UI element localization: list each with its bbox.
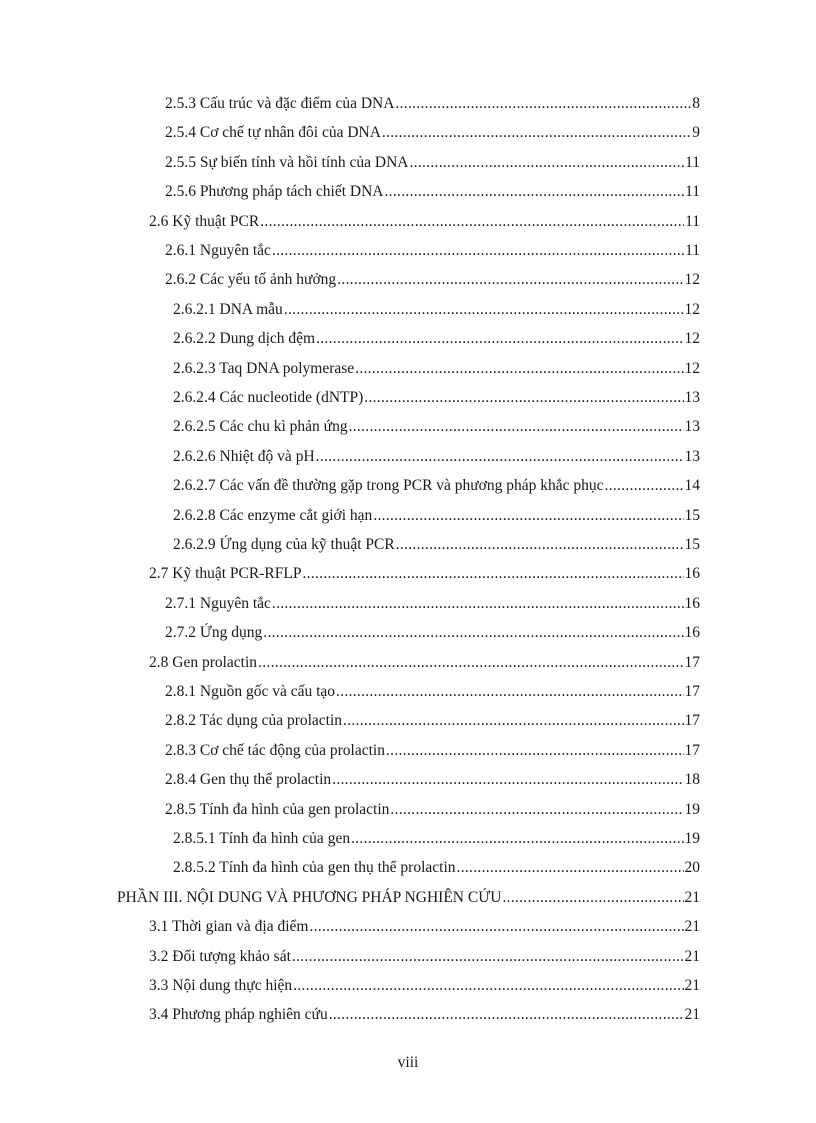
toc-entry-page: 21 bbox=[684, 888, 700, 906]
toc-entry[interactable] bbox=[149, 211, 700, 233]
toc-entry-label: 2.8.3 Cơ chế tác động của prolactin bbox=[165, 741, 385, 759]
toc-entry-page: 8 bbox=[692, 95, 700, 112]
toc-dot-leader bbox=[373, 505, 683, 527]
toc-entry-page: 13 bbox=[684, 447, 700, 465]
toc-dot-leader bbox=[302, 563, 683, 585]
toc-entry-page: 21 bbox=[684, 918, 700, 936]
toc-entry-label: 3.4 Phương pháp nghiên cứu bbox=[149, 1006, 328, 1024]
toc-dot-leader bbox=[316, 328, 683, 350]
toc-entry-label: 2.5.6 Phương pháp tách chiết DNA bbox=[165, 183, 384, 201]
toc-entry-label: 2.6.2.4 Các nucleotide (dNTP) bbox=[173, 389, 364, 406]
toc-entry[interactable] bbox=[149, 1004, 700, 1026]
toc-entry-label: 2.6.2 Các yếu tố ảnh hưởng bbox=[165, 271, 337, 289]
toc-entry-label: 2.8 Gen prolactin bbox=[149, 653, 258, 671]
toc-dot-leader bbox=[293, 975, 683, 997]
toc-entry[interactable] bbox=[173, 828, 700, 850]
toc-entry[interactable] bbox=[165, 181, 700, 203]
toc-entry-page: 21 bbox=[684, 947, 700, 965]
toc-entry-label: 2.6.1 Nguyên tắc bbox=[165, 242, 271, 259]
toc-entry[interactable] bbox=[165, 152, 700, 174]
toc-entry[interactable] bbox=[165, 769, 700, 791]
toc-entry-label: PHẦN III. NỘI DUNG VÀ PHƯƠNG PHÁP NGHIÊN CỨU bbox=[117, 888, 502, 906]
toc-dot-leader bbox=[260, 211, 684, 233]
toc-dot-leader bbox=[351, 828, 683, 850]
toc-entry[interactable] bbox=[165, 593, 700, 615]
toc-dot-leader bbox=[605, 475, 684, 497]
toc-entry[interactable] bbox=[149, 946, 700, 968]
toc-entry[interactable] bbox=[165, 681, 700, 703]
toc-entry[interactable] bbox=[165, 122, 700, 144]
toc-entry-page: 15 bbox=[684, 536, 700, 553]
toc-entry[interactable] bbox=[173, 416, 700, 438]
toc-entry-label: 2.6.2.7 Các vấn đề thường gặp trong PCR và phương pháp khắc phục bbox=[173, 477, 604, 495]
toc-entry-page: 16 bbox=[684, 594, 700, 612]
toc-entry-label: 2.6.2.8 Các enzyme cắt giới hạn bbox=[173, 506, 373, 524]
toc-entry[interactable] bbox=[149, 563, 700, 585]
toc-dot-leader bbox=[316, 446, 684, 468]
toc-entry-page: 17 bbox=[684, 712, 700, 730]
toc-entry-label: 2.5.5 Sự biến tính và hồi tính của DNA bbox=[165, 153, 409, 171]
toc-entry-label: 2.6.2.3 Taq DNA polymerase bbox=[173, 359, 355, 377]
toc-entry-page: 17 bbox=[684, 741, 700, 759]
toc-entry-label: 2.5.3 Cấu trúc và đặc điểm của DNA bbox=[165, 95, 395, 112]
toc-entry[interactable] bbox=[173, 505, 700, 527]
toc-entry-page: 11 bbox=[685, 242, 700, 259]
toc-entry-page: 13 bbox=[684, 418, 700, 436]
toc-entry[interactable] bbox=[173, 446, 700, 468]
toc-entry-page: 13 bbox=[684, 389, 700, 406]
toc-entry[interactable] bbox=[149, 652, 700, 674]
toc-dot-leader bbox=[272, 240, 684, 262]
toc-dot-leader bbox=[332, 769, 683, 791]
toc-entry[interactable] bbox=[149, 975, 700, 997]
toc-entry-label: 2.8.5 Tính đa hình của gen prolactin bbox=[165, 800, 390, 818]
toc-entry-page: 20 bbox=[684, 859, 700, 877]
toc-entry-label: 2.6.2.9 Ứng dụng của kỹ thuật PCR bbox=[173, 536, 395, 553]
toc-entry[interactable] bbox=[149, 916, 700, 938]
toc-dot-leader bbox=[502, 887, 683, 909]
toc-entry-label: 2.6.2.1 DNA mẫu bbox=[173, 300, 283, 318]
toc-entry-label: 2.8.1 Nguồn gốc và cấu tạo bbox=[165, 683, 336, 700]
page-number: viii bbox=[397, 1054, 419, 1071]
toc-entry[interactable] bbox=[165, 240, 700, 262]
toc-entry-page: 21 bbox=[684, 977, 700, 994]
toc-entry-label: 3.3 Nội dung thực hiện bbox=[149, 977, 293, 994]
toc-entry-label: 2.6.2.6 Nhiệt độ và pH bbox=[173, 447, 315, 465]
toc-entry-page: 11 bbox=[685, 153, 700, 171]
toc-entry[interactable] bbox=[165, 93, 700, 115]
toc-entry[interactable] bbox=[165, 799, 700, 821]
toc-entry[interactable] bbox=[173, 358, 700, 380]
toc-entry-page: 11 bbox=[685, 212, 700, 230]
toc-entry-label: 2.5.4 Cơ chế tự nhân đôi của DNA bbox=[165, 124, 381, 142]
toc-entry-label: 2.6 Kỹ thuật PCR bbox=[149, 212, 260, 230]
toc-dot-leader bbox=[263, 622, 683, 644]
toc-entry-page: 19 bbox=[684, 800, 700, 818]
toc-entry-page: 17 bbox=[684, 683, 700, 700]
toc-entry-page: 12 bbox=[684, 300, 700, 318]
toc-dot-leader bbox=[337, 269, 683, 291]
toc-entry[interactable] bbox=[173, 328, 700, 350]
toc-dot-leader bbox=[343, 710, 683, 732]
toc-entry-label: 2.7.2 Ứng dụng bbox=[165, 624, 263, 642]
toc-entry-label: 2.8.5.1 Tính đa hình của gen bbox=[173, 830, 351, 847]
toc-dot-leader bbox=[395, 93, 691, 115]
toc-dot-leader bbox=[382, 122, 691, 144]
toc-entry-page: 14 bbox=[684, 477, 700, 495]
toc-entry[interactable] bbox=[173, 534, 700, 556]
toc-dot-leader bbox=[457, 857, 684, 879]
toc-entry-page: 21 bbox=[684, 1006, 700, 1024]
toc-entry-page: 17 bbox=[684, 653, 700, 671]
toc-dot-leader bbox=[309, 916, 683, 938]
toc-entry-label: 2.8.4 Gen thụ thể prolactin bbox=[165, 771, 332, 789]
toc-entry-page: 16 bbox=[684, 565, 700, 583]
toc-dot-leader bbox=[329, 1004, 684, 1026]
toc-entry[interactable] bbox=[165, 622, 700, 644]
toc-dot-leader bbox=[409, 152, 684, 174]
toc-dot-leader bbox=[355, 358, 683, 380]
toc-entry-page: 19 bbox=[684, 830, 700, 847]
toc-entry-page: 16 bbox=[684, 624, 700, 642]
toc-dot-leader bbox=[284, 299, 684, 321]
toc-dot-leader bbox=[386, 740, 684, 762]
toc-entry-label: 2.8.2 Tác dụng của prolactin bbox=[165, 712, 343, 730]
toc-entry[interactable] bbox=[173, 387, 700, 409]
toc-entry-label: 3.2 Đối tượng khảo sát bbox=[149, 947, 291, 965]
toc-dot-leader bbox=[396, 534, 684, 556]
toc-entry-page: 18 bbox=[684, 771, 700, 789]
toc-entry-label: 3.1 Thời gian và địa điểm bbox=[149, 918, 309, 936]
toc-entry-label: 2.7 Kỹ thuật PCR-RFLP bbox=[149, 565, 302, 583]
toc-entry-page: 12 bbox=[684, 271, 700, 289]
toc-entry-page: 15 bbox=[684, 506, 700, 524]
toc-entry[interactable] bbox=[173, 299, 700, 321]
toc-entry-label: 2.8.5.2 Tính đa hình của gen thụ thể prolactin bbox=[173, 859, 456, 877]
toc-dot-leader bbox=[292, 946, 684, 968]
toc-dot-leader bbox=[385, 181, 685, 203]
toc-entry[interactable] bbox=[173, 475, 700, 497]
toc-dot-leader bbox=[258, 652, 683, 674]
toc-entry[interactable] bbox=[165, 269, 700, 291]
toc-entry[interactable] bbox=[173, 857, 700, 879]
toc-entry-label: 2.7.1 Nguyên tắc bbox=[165, 594, 271, 612]
toc-dot-leader bbox=[272, 593, 684, 615]
toc-entry-page: 12 bbox=[684, 359, 700, 377]
toc-entry-label: 2.6.2.2 Dung dịch đệm bbox=[173, 330, 316, 348]
toc-entry[interactable] bbox=[165, 740, 700, 762]
toc-dot-leader bbox=[364, 387, 683, 409]
toc-dot-leader bbox=[336, 681, 683, 703]
toc-entry-label: 2.6.2.5 Các chu kì phản ứng bbox=[173, 418, 348, 436]
toc-entry-page: 9 bbox=[692, 124, 700, 142]
toc-dot-leader bbox=[390, 799, 683, 821]
toc-entry-page: 11 bbox=[685, 183, 700, 201]
toc-dot-leader bbox=[349, 416, 684, 438]
toc-entry[interactable] bbox=[165, 710, 700, 732]
toc-entry[interactable] bbox=[117, 887, 700, 909]
toc-entry-page: 12 bbox=[684, 330, 700, 348]
